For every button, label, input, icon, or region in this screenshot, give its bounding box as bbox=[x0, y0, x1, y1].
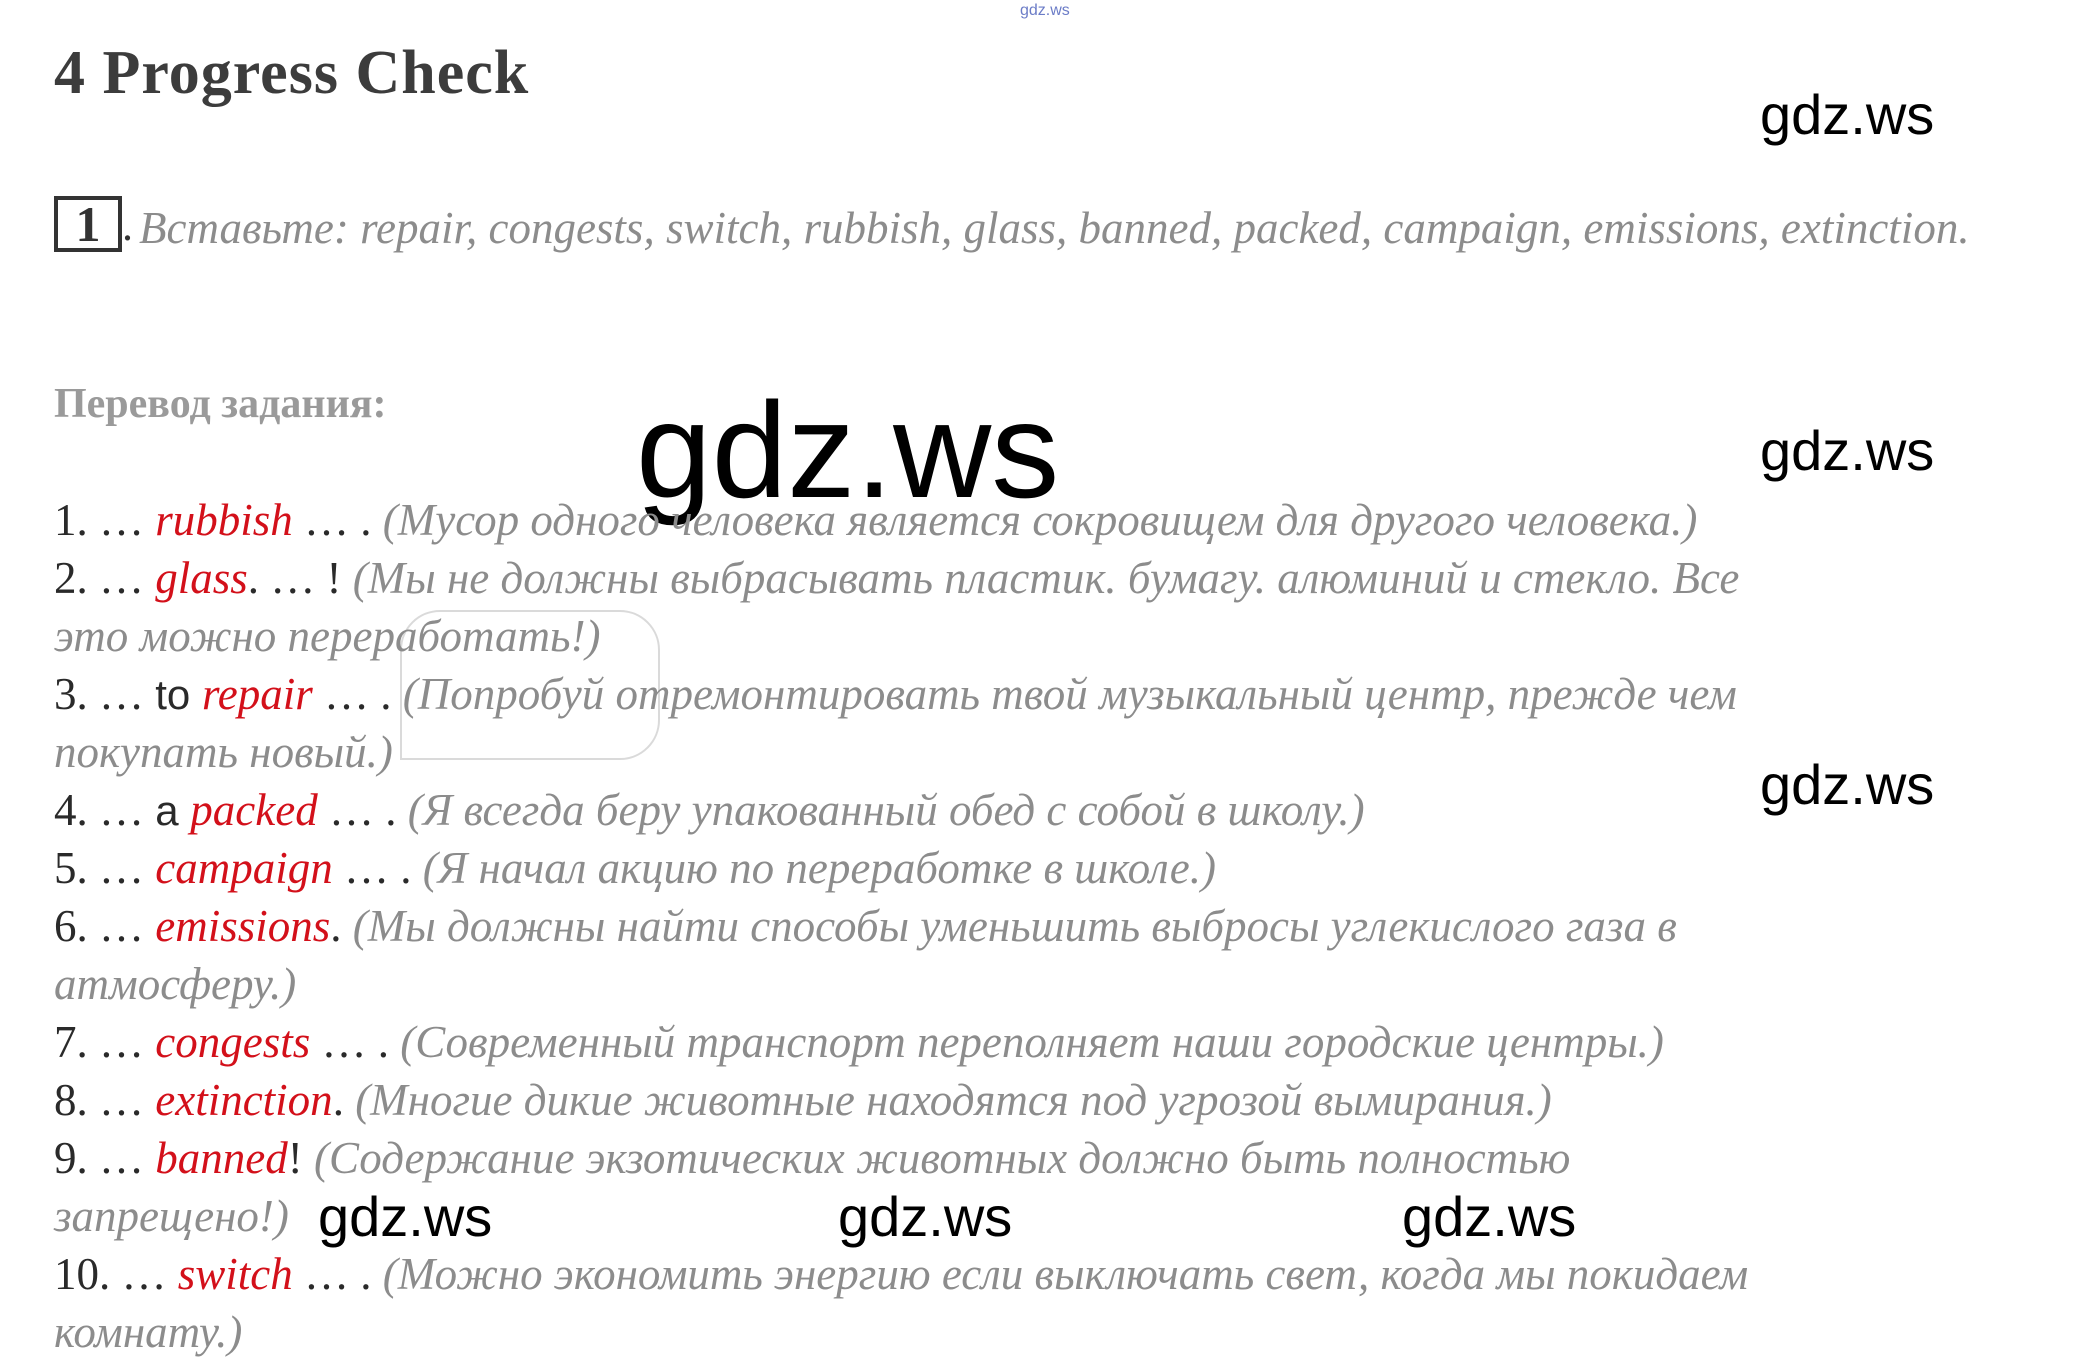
translation: это можно переработать!) bbox=[54, 611, 601, 661]
answer-line-10: 10. … switch … . (Можно экономить энергию если выключать свет, когда мы покидаем bbox=[54, 1249, 1749, 1299]
watermark: gdz.ws bbox=[318, 1185, 493, 1248]
watermark: gdz.ws bbox=[1760, 753, 1935, 816]
answer-line-8: 8. … extinction. (Многие дикие животные находятся под угрозой вымирания.) bbox=[54, 1075, 1552, 1125]
answer-line-2: 2. … glass. … ! (Мы не должны выбрасывать пластик. бумагу. алюминий и стекло. Все bbox=[54, 553, 1740, 603]
translation: (Мы должны найти способы уменьшить выбросы углекислого газа в bbox=[352, 901, 1677, 951]
answer-line-9-cont bbox=[54, 1190, 289, 1242]
answer-line-1: 1. … rubbish … . (Мусор одного человека является сокровищем для другого человека.) bbox=[54, 495, 1698, 545]
watermark: gdz.ws bbox=[838, 1185, 1013, 1248]
page-title: 4 Progress Check bbox=[54, 39, 530, 107]
answer-line-3-cont bbox=[54, 726, 393, 778]
answer-word: repair bbox=[201, 669, 313, 719]
answer-line-6: 6. … emissions. (Мы должны найти способы уменьшить выбросы углекислого газа в bbox=[54, 901, 1677, 951]
translation: атмосферу.) bbox=[54, 959, 297, 1009]
exercise-number: 1 bbox=[54, 196, 122, 252]
translation: запрещено!) bbox=[54, 1191, 289, 1241]
translation: (Мусор одного человека является сокровищем для другого человека.) bbox=[382, 495, 1698, 545]
answer-word: packed bbox=[190, 785, 318, 835]
answer-word: campaign bbox=[155, 843, 333, 893]
answer-word: congests bbox=[155, 1017, 311, 1067]
answer-word: emissions bbox=[155, 901, 331, 951]
subheading: Перевод задания: bbox=[54, 381, 387, 427]
answer-word: glass bbox=[155, 553, 248, 603]
top-watermark: gdz.ws bbox=[1020, 2, 1070, 19]
translation: комнату.) bbox=[54, 1307, 243, 1357]
watermark: gdz.ws bbox=[1760, 83, 1935, 146]
answer-line-6-cont bbox=[54, 958, 296, 1010]
watermark: gdz.ws bbox=[1402, 1185, 1577, 1248]
translation: покупать новый.) bbox=[54, 727, 393, 777]
answer-word: banned bbox=[155, 1133, 288, 1183]
translation: (Современный транспорт переполняет наши городские центры.) bbox=[400, 1017, 1664, 1067]
answer-line-5: 5. … campaign … . (Я начал акцию по переработке в школе.) bbox=[54, 843, 1216, 893]
translation: (Содержание экзотических животных должно быть полностью bbox=[313, 1133, 1571, 1183]
translation: (Можно экономить энергию если выключать свет, когда мы покидаем bbox=[382, 1249, 1749, 1299]
exercise-instruction: Вставьте: repair, congests, switch, rubbish, glass, banned, packed, campaign, emissions, extinction. bbox=[139, 203, 1970, 253]
answer-word: extinction bbox=[155, 1075, 333, 1125]
answer-line-10-cont bbox=[54, 1306, 242, 1358]
answer-word: rubbish bbox=[155, 495, 293, 545]
translation: (Мы не должны выбрасывать пластик. бумагу. алюминий и стекло. Все bbox=[352, 553, 1740, 603]
translation: (Многие дикие животные находятся под угрозой вымирания.) bbox=[355, 1075, 1552, 1125]
translation: (Попробуй отремонтировать твой музыкальный центр, прежде чем bbox=[402, 669, 1737, 719]
exercise-dot: . bbox=[122, 201, 133, 250]
answer-line-7: 7. … congests … . (Современный транспорт переполняет наши городские центры.) bbox=[54, 1017, 1664, 1067]
answer-line-9: 9. … banned! (Содержание экзотических животных должно быть полностью bbox=[54, 1133, 1571, 1183]
answer-line-3: 3. … to repair … . (Попробуй отремонтировать твой музыкальный центр, прежде чем bbox=[54, 669, 1737, 719]
answer-line-2-cont bbox=[54, 610, 601, 662]
watermark: gdz.ws bbox=[1760, 419, 1935, 482]
translation: (Я начал акцию по переработке в школе.) bbox=[422, 843, 1216, 893]
answer-line-4: 4. … a packed … . (Я всегда беру упакованный обед с собой в школу.) bbox=[54, 785, 1365, 835]
translation: (Я всегда беру упакованный обед с собой в школу.) bbox=[407, 785, 1365, 835]
answer-word: switch bbox=[177, 1249, 293, 1299]
watermark-large: gdz.ws bbox=[636, 374, 1060, 526]
